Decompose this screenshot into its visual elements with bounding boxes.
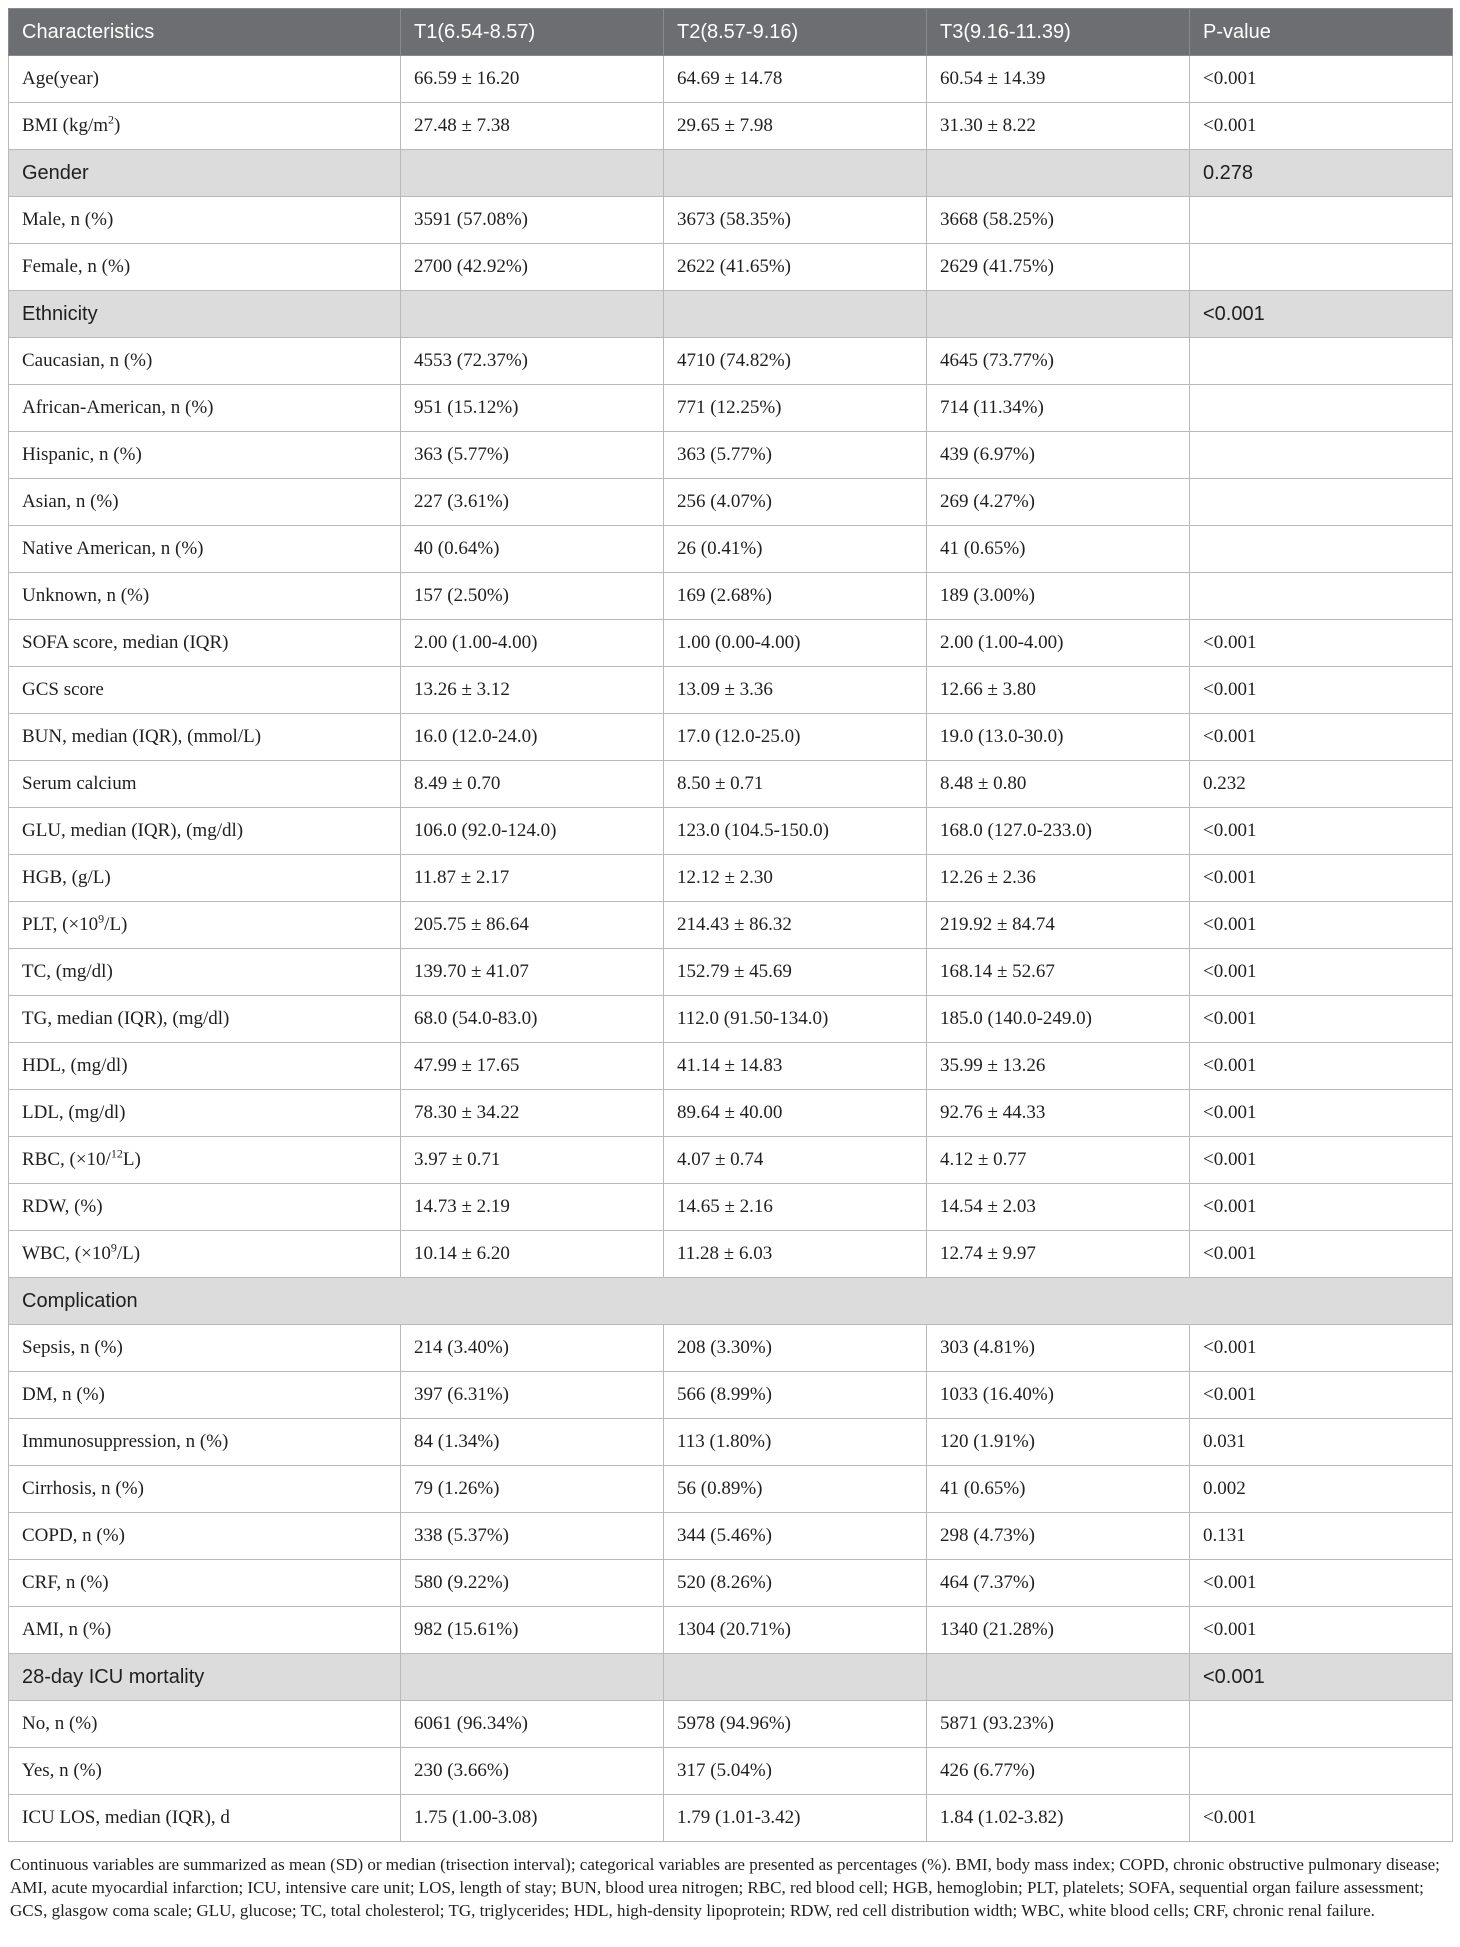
cell-t1-value: 10.14 ± 6.20 bbox=[401, 1231, 664, 1278]
table-row bbox=[9, 902, 1453, 949]
cell-characteristic: Caucasian, n (%) bbox=[9, 338, 401, 385]
cell-p-value bbox=[1190, 244, 1453, 291]
cell-characteristic: ICU LOS, median (IQR), d bbox=[9, 1795, 401, 1842]
cell-t2-value: 1304 (20.71%) bbox=[664, 1607, 927, 1654]
cell-p-value: <0.001 bbox=[1190, 291, 1453, 338]
cell-t2-value: 1.79 (1.01-3.42) bbox=[664, 1795, 927, 1842]
cell-t1-value: 40 (0.64%) bbox=[401, 526, 664, 573]
cell-t2-value: 566 (8.99%) bbox=[664, 1372, 927, 1419]
cell-t1-value: 230 (3.66%) bbox=[401, 1748, 664, 1795]
cell-p-value bbox=[1190, 197, 1453, 244]
cell-t2-value: 8.50 ± 0.71 bbox=[664, 761, 927, 808]
cell-characteristic: Age(year) bbox=[9, 56, 401, 103]
section-row bbox=[9, 1278, 1453, 1325]
cell-t2-value: 123.0 (104.5-150.0) bbox=[664, 808, 927, 855]
cell-t3-value: 41 (0.65%) bbox=[927, 1466, 1190, 1513]
cell-t1-value: 205.75 ± 86.64 bbox=[401, 902, 664, 949]
cell-t3-value: 120 (1.91%) bbox=[927, 1419, 1190, 1466]
cell-t1-value: 4553 (72.37%) bbox=[401, 338, 664, 385]
cell-characteristic: SOFA score, median (IQR) bbox=[9, 620, 401, 667]
section-label: Complication bbox=[9, 1278, 1453, 1325]
cell-p-value bbox=[1190, 1701, 1453, 1748]
cell-p-value bbox=[1190, 385, 1453, 432]
cell-t2-value: 29.65 ± 7.98 bbox=[664, 103, 927, 150]
cell-p-value: 0.031 bbox=[1190, 1419, 1453, 1466]
cell-p-value: 0.131 bbox=[1190, 1513, 1453, 1560]
characteristic-label: PLT, (×10 bbox=[22, 914, 99, 935]
cell-p-value: <0.001 bbox=[1190, 1560, 1453, 1607]
cell-t2-value bbox=[664, 1654, 927, 1701]
characteristics-table bbox=[8, 8, 1453, 1842]
cell-t2-value: 13.09 ± 3.36 bbox=[664, 667, 927, 714]
cell-t1-value: 47.99 ± 17.65 bbox=[401, 1043, 664, 1090]
cell-characteristic: Male, n (%) bbox=[9, 197, 401, 244]
cell-p-value: 0.002 bbox=[1190, 1466, 1453, 1513]
cell-characteristic: HGB, (g/L) bbox=[9, 855, 401, 902]
cell-t1-value: 8.49 ± 0.70 bbox=[401, 761, 664, 808]
table-row bbox=[9, 573, 1453, 620]
table-row bbox=[9, 1372, 1453, 1419]
cell-t1-value: 27.48 ± 7.38 bbox=[401, 103, 664, 150]
cell-t2-value: 4710 (74.82%) bbox=[664, 338, 927, 385]
cell-t3-value: 168.14 ± 52.67 bbox=[927, 949, 1190, 996]
cell-t2-value: 363 (5.77%) bbox=[664, 432, 927, 479]
cell-p-value: <0.001 bbox=[1190, 1795, 1453, 1842]
cell-t2-value: 208 (3.30%) bbox=[664, 1325, 927, 1372]
cell-t1-value: 66.59 ± 16.20 bbox=[401, 56, 664, 103]
header-t3: T3(9.16-11.39) bbox=[927, 9, 1190, 56]
table-row bbox=[9, 1748, 1453, 1795]
cell-t3-value: 185.0 (140.0-249.0) bbox=[927, 996, 1190, 1043]
header-characteristics: Characteristics bbox=[9, 9, 401, 56]
cell-p-value bbox=[1190, 573, 1453, 620]
cell-t3-value: 3668 (58.25%) bbox=[927, 197, 1190, 244]
table-row bbox=[9, 1701, 1453, 1748]
cell-characteristic: Unknown, n (%) bbox=[9, 573, 401, 620]
cell-characteristic: Sepsis, n (%) bbox=[9, 1325, 401, 1372]
cell-p-value: <0.001 bbox=[1190, 667, 1453, 714]
table-row bbox=[9, 1137, 1453, 1184]
table-row bbox=[9, 714, 1453, 761]
cell-p-value bbox=[1190, 526, 1453, 573]
cell-t3-value: 189 (3.00%) bbox=[927, 573, 1190, 620]
cell-t2-value: 89.64 ± 40.00 bbox=[664, 1090, 927, 1137]
cell-characteristic bbox=[9, 1231, 401, 1278]
cell-t3-value bbox=[927, 291, 1190, 338]
cell-characteristic: TC, (mg/dl) bbox=[9, 949, 401, 996]
characteristic-label: WBC, (×10 bbox=[22, 1243, 111, 1264]
table-row bbox=[9, 385, 1453, 432]
cell-p-value: <0.001 bbox=[1190, 1231, 1453, 1278]
table-row bbox=[9, 1607, 1453, 1654]
cell-t3-value bbox=[927, 1654, 1190, 1701]
cell-t2-value: 12.12 ± 2.30 bbox=[664, 855, 927, 902]
table-row bbox=[9, 1513, 1453, 1560]
cell-p-value: <0.001 bbox=[1190, 996, 1453, 1043]
cell-characteristic: Asian, n (%) bbox=[9, 479, 401, 526]
cell-p-value bbox=[1190, 338, 1453, 385]
cell-t3-value: 35.99 ± 13.26 bbox=[927, 1043, 1190, 1090]
table-footnote: Continuous variables are summarized as mean (SD) or median (trisection interval); categorical variables are presented as percentages (%). BMI, body mass index; COPD, chronic obstructive pulmonary disease; AMI, acute myocardial infarction; ICU, intensive care unit; LOS, length of stay; BUN, blood urea nitrogen; RBC, red blood cell; HGB, hemoglobin; PLT, platelets; SOFA, sequential organ failure assessment; GCS, glasgow coma scale; GLU, glucose; TC, total cholesterol; TG, triglycerides; HDL, high-density lipoprotein; RDW, red cell distribution width; WBC, white blood cells; CRF, chronic renal failure. bbox=[10, 1855, 1440, 1920]
cell-t1-value: 2.00 (1.00-4.00) bbox=[401, 620, 664, 667]
cell-characteristic: RDW, (%) bbox=[9, 1184, 401, 1231]
characteristic-label: RBC, (×10/ bbox=[22, 1149, 111, 1170]
table-row bbox=[9, 1795, 1453, 1842]
table-row bbox=[9, 103, 1453, 150]
table-header bbox=[9, 9, 1453, 56]
cell-characteristic bbox=[9, 1137, 401, 1184]
cell-t2-value: 2622 (41.65%) bbox=[664, 244, 927, 291]
cell-t3-value: 298 (4.73%) bbox=[927, 1513, 1190, 1560]
cell-t3-value: 2.00 (1.00-4.00) bbox=[927, 620, 1190, 667]
cell-t1-value: 951 (15.12%) bbox=[401, 385, 664, 432]
cell-t1-value: 11.87 ± 2.17 bbox=[401, 855, 664, 902]
table-row bbox=[9, 808, 1453, 855]
cell-p-value: 0.232 bbox=[1190, 761, 1453, 808]
cell-t3-value: 14.54 ± 2.03 bbox=[927, 1184, 1190, 1231]
cell-t3-value: 219.92 ± 84.74 bbox=[927, 902, 1190, 949]
section-label: Gender bbox=[9, 150, 401, 197]
cell-t2-value: 41.14 ± 14.83 bbox=[664, 1043, 927, 1090]
cell-t2-value: 4.07 ± 0.74 bbox=[664, 1137, 927, 1184]
cell-t3-value: 4.12 ± 0.77 bbox=[927, 1137, 1190, 1184]
cell-p-value: <0.001 bbox=[1190, 620, 1453, 667]
cell-t1-value: 580 (9.22%) bbox=[401, 1560, 664, 1607]
cell-t1-value: 16.0 (12.0-24.0) bbox=[401, 714, 664, 761]
cell-characteristic: CRF, n (%) bbox=[9, 1560, 401, 1607]
cell-p-value: <0.001 bbox=[1190, 949, 1453, 996]
cell-characteristic: Serum calcium bbox=[9, 761, 401, 808]
cell-t2-value: 113 (1.80%) bbox=[664, 1419, 927, 1466]
cell-t2-value: 17.0 (12.0-25.0) bbox=[664, 714, 927, 761]
cell-t3-value: 92.76 ± 44.33 bbox=[927, 1090, 1190, 1137]
cell-t3-value: 31.30 ± 8.22 bbox=[927, 103, 1190, 150]
cell-t1-value: 157 (2.50%) bbox=[401, 573, 664, 620]
table-row bbox=[9, 432, 1453, 479]
cell-p-value: <0.001 bbox=[1190, 855, 1453, 902]
cell-t2-value: 214.43 ± 86.32 bbox=[664, 902, 927, 949]
cell-p-value: <0.001 bbox=[1190, 714, 1453, 761]
table-row bbox=[9, 949, 1453, 996]
cell-t3-value: 41 (0.65%) bbox=[927, 526, 1190, 573]
table-row bbox=[9, 855, 1453, 902]
section-row bbox=[9, 291, 1453, 338]
cell-t3-value: 168.0 (127.0-233.0) bbox=[927, 808, 1190, 855]
cell-t3-value: 19.0 (13.0-30.0) bbox=[927, 714, 1190, 761]
cell-characteristic: Cirrhosis, n (%) bbox=[9, 1466, 401, 1513]
table-row bbox=[9, 56, 1453, 103]
cell-p-value: <0.001 bbox=[1190, 902, 1453, 949]
cell-t2-value: 5978 (94.96%) bbox=[664, 1701, 927, 1748]
table-row bbox=[9, 479, 1453, 526]
cell-t3-value: 12.26 ± 2.36 bbox=[927, 855, 1190, 902]
cell-t2-value: 64.69 ± 14.78 bbox=[664, 56, 927, 103]
cell-characteristic bbox=[9, 902, 401, 949]
cell-t1-value: 214 (3.40%) bbox=[401, 1325, 664, 1372]
cell-p-value: <0.001 bbox=[1190, 56, 1453, 103]
cell-p-value: <0.001 bbox=[1190, 1654, 1453, 1701]
cell-t1-value: 397 (6.31%) bbox=[401, 1372, 664, 1419]
table-row bbox=[9, 526, 1453, 573]
cell-characteristic: No, n (%) bbox=[9, 1701, 401, 1748]
cell-p-value: 0.278 bbox=[1190, 150, 1453, 197]
cell-characteristic: African-American, n (%) bbox=[9, 385, 401, 432]
cell-t1-value bbox=[401, 1654, 664, 1701]
cell-t3-value: 714 (11.34%) bbox=[927, 385, 1190, 432]
cell-t2-value bbox=[664, 150, 927, 197]
cell-characteristic: HDL, (mg/dl) bbox=[9, 1043, 401, 1090]
table-container bbox=[8, 8, 1452, 1922]
cell-p-value: <0.001 bbox=[1190, 1043, 1453, 1090]
table-row bbox=[9, 1325, 1453, 1372]
cell-t3-value: 5871 (93.23%) bbox=[927, 1701, 1190, 1748]
cell-t3-value: 303 (4.81%) bbox=[927, 1325, 1190, 1372]
section-label: Ethnicity bbox=[9, 291, 401, 338]
cell-p-value: <0.001 bbox=[1190, 1184, 1453, 1231]
cell-t3-value: 269 (4.27%) bbox=[927, 479, 1190, 526]
cell-t1-value: 78.30 ± 34.22 bbox=[401, 1090, 664, 1137]
table-row bbox=[9, 1043, 1453, 1090]
table-row bbox=[9, 1090, 1453, 1137]
cell-t1-value: 14.73 ± 2.19 bbox=[401, 1184, 664, 1231]
cell-t2-value: 317 (5.04%) bbox=[664, 1748, 927, 1795]
table-row bbox=[9, 1560, 1453, 1607]
cell-t1-value: 338 (5.37%) bbox=[401, 1513, 664, 1560]
cell-t3-value: 1340 (21.28%) bbox=[927, 1607, 1190, 1654]
cell-t1-value: 363 (5.77%) bbox=[401, 432, 664, 479]
table-row bbox=[9, 1466, 1453, 1513]
cell-t1-value: 982 (15.61%) bbox=[401, 1607, 664, 1654]
cell-t1-value: 3.97 ± 0.71 bbox=[401, 1137, 664, 1184]
cell-t1-value: 227 (3.61%) bbox=[401, 479, 664, 526]
table-row bbox=[9, 620, 1453, 667]
cell-t1-value: 139.70 ± 41.07 bbox=[401, 949, 664, 996]
table-body bbox=[9, 56, 1453, 1842]
cell-p-value bbox=[1190, 432, 1453, 479]
table-row bbox=[9, 244, 1453, 291]
cell-t1-value bbox=[401, 150, 664, 197]
cell-t2-value: 14.65 ± 2.16 bbox=[664, 1184, 927, 1231]
cell-t1-value: 79 (1.26%) bbox=[401, 1466, 664, 1513]
cell-p-value: <0.001 bbox=[1190, 1090, 1453, 1137]
table-row bbox=[9, 1419, 1453, 1466]
table-row bbox=[9, 996, 1453, 1043]
superscript: 9 bbox=[110, 1240, 117, 1255]
table-row bbox=[9, 197, 1453, 244]
cell-characteristic: LDL, (mg/dl) bbox=[9, 1090, 401, 1137]
cell-t3-value: 8.48 ± 0.80 bbox=[927, 761, 1190, 808]
cell-t3-value: 1033 (16.40%) bbox=[927, 1372, 1190, 1419]
cell-p-value: <0.001 bbox=[1190, 808, 1453, 855]
characteristic-suffix: /L) bbox=[116, 1243, 141, 1264]
cell-t3-value: 12.66 ± 3.80 bbox=[927, 667, 1190, 714]
cell-t1-value: 84 (1.34%) bbox=[401, 1419, 664, 1466]
cell-t2-value: 152.79 ± 45.69 bbox=[664, 949, 927, 996]
cell-t2-value: 169 (2.68%) bbox=[664, 573, 927, 620]
cell-t3-value: 426 (6.77%) bbox=[927, 1748, 1190, 1795]
cell-t1-value: 6061 (96.34%) bbox=[401, 1701, 664, 1748]
cell-t2-value: 771 (12.25%) bbox=[664, 385, 927, 432]
cell-characteristic: Hispanic, n (%) bbox=[9, 432, 401, 479]
cell-characteristic: GCS score bbox=[9, 667, 401, 714]
cell-t2-value: 344 (5.46%) bbox=[664, 1513, 927, 1560]
section-row bbox=[9, 150, 1453, 197]
table-row bbox=[9, 761, 1453, 808]
cell-characteristic: COPD, n (%) bbox=[9, 1513, 401, 1560]
cell-t3-value: 4645 (73.77%) bbox=[927, 338, 1190, 385]
cell-p-value: <0.001 bbox=[1190, 1325, 1453, 1372]
cell-t1-value: 68.0 (54.0-83.0) bbox=[401, 996, 664, 1043]
cell-t1-value: 13.26 ± 3.12 bbox=[401, 667, 664, 714]
cell-characteristic: AMI, n (%) bbox=[9, 1607, 401, 1654]
cell-t2-value: 11.28 ± 6.03 bbox=[664, 1231, 927, 1278]
cell-characteristic: Female, n (%) bbox=[9, 244, 401, 291]
superscript: 2 bbox=[108, 112, 115, 127]
cell-t2-value: 1.00 (0.00-4.00) bbox=[664, 620, 927, 667]
cell-characteristic: BUN, median (IQR), (mmol/L) bbox=[9, 714, 401, 761]
header-t2: T2(8.57-9.16) bbox=[664, 9, 927, 56]
cell-characteristic: TG, median (IQR), (mg/dl) bbox=[9, 996, 401, 1043]
characteristic-suffix: L) bbox=[122, 1149, 141, 1170]
characteristic-suffix: /L) bbox=[104, 914, 128, 935]
cell-characteristic: Yes, n (%) bbox=[9, 1748, 401, 1795]
cell-p-value: <0.001 bbox=[1190, 1137, 1453, 1184]
cell-p-value bbox=[1190, 479, 1453, 526]
table-row bbox=[9, 1184, 1453, 1231]
cell-characteristic: GLU, median (IQR), (mg/dl) bbox=[9, 808, 401, 855]
cell-t3-value: 2629 (41.75%) bbox=[927, 244, 1190, 291]
cell-p-value bbox=[1190, 1748, 1453, 1795]
cell-t2-value: 520 (8.26%) bbox=[664, 1560, 927, 1607]
cell-t2-value: 26 (0.41%) bbox=[664, 526, 927, 573]
cell-t3-value bbox=[927, 150, 1190, 197]
table-row bbox=[9, 1231, 1453, 1278]
characteristic-suffix: ) bbox=[114, 115, 121, 136]
cell-t1-value: 2700 (42.92%) bbox=[401, 244, 664, 291]
cell-p-value: <0.001 bbox=[1190, 103, 1453, 150]
superscript: 12 bbox=[110, 1146, 123, 1161]
cell-characteristic: Native American, n (%) bbox=[9, 526, 401, 573]
header-p-value: P-value bbox=[1190, 9, 1453, 56]
cell-characteristic: Immunosuppression, n (%) bbox=[9, 1419, 401, 1466]
section-label: 28-day ICU mortality bbox=[9, 1654, 401, 1701]
header-row bbox=[9, 9, 1453, 56]
cell-t3-value: 60.54 ± 14.39 bbox=[927, 56, 1190, 103]
cell-t1-value: 1.75 (1.00-3.08) bbox=[401, 1795, 664, 1842]
cell-t2-value bbox=[664, 291, 927, 338]
cell-t2-value: 256 (4.07%) bbox=[664, 479, 927, 526]
cell-t1-value: 106.0 (92.0-124.0) bbox=[401, 808, 664, 855]
cell-t2-value: 112.0 (91.50-134.0) bbox=[664, 996, 927, 1043]
section-row bbox=[9, 1654, 1453, 1701]
characteristic-label: BMI (kg/m bbox=[22, 115, 109, 136]
cell-t3-value: 439 (6.97%) bbox=[927, 432, 1190, 479]
cell-t1-value: 3591 (57.08%) bbox=[401, 197, 664, 244]
superscript: 9 bbox=[98, 911, 105, 926]
cell-t2-value: 3673 (58.35%) bbox=[664, 197, 927, 244]
cell-p-value: <0.001 bbox=[1190, 1372, 1453, 1419]
cell-t3-value: 464 (7.37%) bbox=[927, 1560, 1190, 1607]
table-row bbox=[9, 667, 1453, 714]
cell-t1-value bbox=[401, 291, 664, 338]
cell-characteristic: DM, n (%) bbox=[9, 1372, 401, 1419]
cell-characteristic bbox=[9, 103, 401, 150]
cell-p-value: <0.001 bbox=[1190, 1607, 1453, 1654]
cell-t3-value: 12.74 ± 9.97 bbox=[927, 1231, 1190, 1278]
header-t1: T1(6.54-8.57) bbox=[401, 9, 664, 56]
cell-t2-value: 56 (0.89%) bbox=[664, 1466, 927, 1513]
cell-t3-value: 1.84 (1.02-3.82) bbox=[927, 1795, 1190, 1842]
table-row bbox=[9, 338, 1453, 385]
